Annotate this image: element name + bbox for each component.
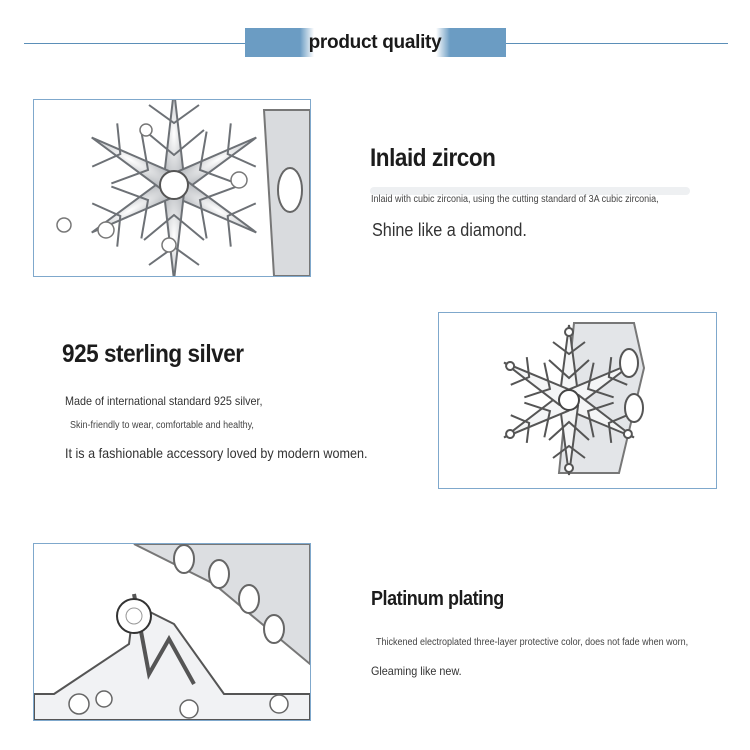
zircon-description-line-1: Inlaid with cubic zirconia, using the cutting standard of 3A cubic zirconia, (371, 194, 659, 205)
product-image-macro (33, 543, 311, 721)
silver-description-line-1: Made of international standard 925 silver, (65, 394, 263, 408)
plating-description-line-1: Thickened electroplated three-layer protective color, does not fade when worn, (376, 637, 689, 648)
heading-platinum-plating: Platinum plating (371, 588, 504, 610)
silver-description-line-2: Skin-friendly to wear, comfortable and healthy, (70, 420, 254, 431)
snowflake-charm-icon (439, 313, 716, 488)
plating-description-line-2: Gleaming like new. (371, 664, 462, 678)
zircon-description-line-2: Shine like a diamond. (372, 220, 527, 240)
snowflake-charm-icon (34, 100, 310, 276)
snowflake-charm-icon (34, 544, 310, 720)
heading-925-sterling-silver: 925 sterling silver (62, 340, 244, 368)
product-image-closeup (33, 99, 311, 277)
section-title: product quality (300, 28, 450, 57)
silver-description-line-3: It is a fashionable accessory loved by modern women. (65, 445, 368, 461)
heading-inlaid-zircon: Inlaid zircon (370, 144, 496, 172)
product-image-full (438, 312, 717, 489)
